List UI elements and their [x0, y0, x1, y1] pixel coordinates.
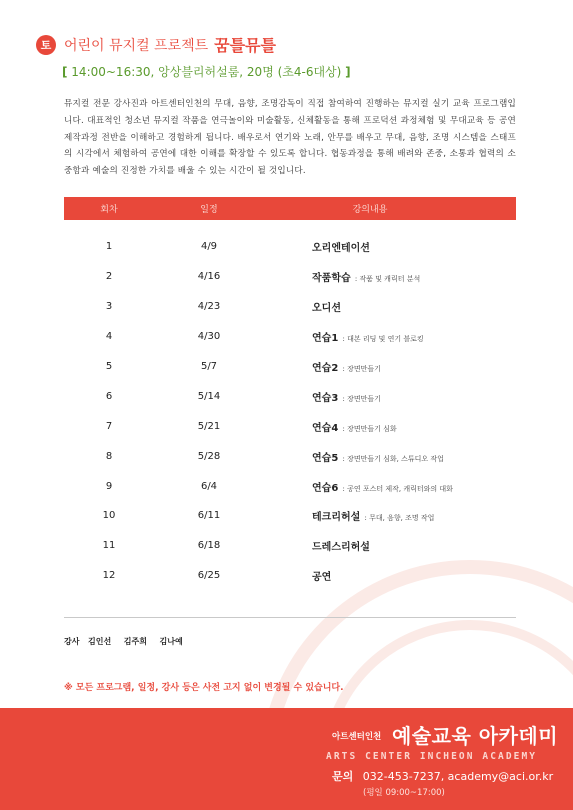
- session-detail: : 대본 리딩 및 연기 블로킹: [340, 335, 424, 344]
- session-detail: : 장면만들기: [340, 365, 381, 373]
- session-number: 3: [105, 301, 113, 313]
- table-row: [64, 232, 516, 262]
- session-content: [264, 389, 516, 404]
- session-content: [264, 329, 516, 344]
- session-topic: 연습4: [312, 422, 339, 434]
- table-row: [64, 471, 516, 501]
- session-info: [62, 63, 351, 80]
- session-date: 6/4: [200, 480, 218, 492]
- session-content: [264, 299, 516, 314]
- session-number: 2: [105, 271, 113, 283]
- session-number: 5: [105, 361, 113, 372]
- org-subname: 아트센터인천: [332, 732, 382, 742]
- table-body: [64, 232, 516, 591]
- instructor-name: 김주희: [123, 637, 147, 646]
- session-number: 7: [105, 420, 113, 432]
- session-info-text: 14:00~16:30, 앙상블리허설룸, 20명 (초4-6대상): [67, 65, 346, 79]
- session-detail: : 장면만들기: [340, 394, 381, 403]
- bracket-close: ]: [345, 65, 351, 79]
- session-topic: 드레스리허설: [312, 542, 370, 554]
- session-date: 4/16: [197, 271, 221, 283]
- session-topic: 작품학습: [312, 273, 351, 285]
- instructor-name: 김인선: [88, 637, 112, 646]
- session-topic: 연습5: [312, 452, 339, 464]
- header-date: 일정: [200, 205, 218, 215]
- session-detail: : 무대, 음향, 조명 작업: [362, 514, 435, 523]
- session-topic: 연습1: [312, 333, 339, 345]
- session-detail: : 장면만들기 심화, 스튜디오 작업: [340, 454, 444, 463]
- bracket-open: [: [62, 65, 68, 79]
- session-topic: 연습6: [312, 482, 339, 494]
- office-hours: (평일 09:00~17:00): [363, 788, 445, 798]
- session-topic: 테크리허설: [312, 512, 361, 524]
- session-topic: 연습3: [312, 392, 339, 404]
- table-row: [64, 352, 516, 382]
- instructors-label: 강사: [64, 637, 80, 646]
- table-row: [64, 322, 516, 352]
- session-topic: 공연: [312, 572, 332, 584]
- session-content: [264, 449, 516, 464]
- session-topic: 오디션: [312, 303, 341, 315]
- title-prefix: 어린이 뮤지컬 프로젝트: [64, 37, 209, 54]
- session-date: 5/14: [197, 390, 221, 402]
- session-detail: : 장면만들기 심화: [340, 424, 397, 433]
- session-number: 10: [102, 510, 116, 522]
- table-row: [64, 262, 516, 292]
- page-header: [36, 33, 276, 56]
- day-badge: 토: [36, 35, 56, 55]
- table-header: [64, 197, 516, 220]
- table-row: [64, 561, 516, 591]
- org-logo-text: 예술교육 아카데미: [392, 724, 559, 748]
- contact-label: 문의: [332, 770, 354, 783]
- session-content: [264, 419, 516, 434]
- session-content: [264, 239, 516, 254]
- session-number: 6: [105, 390, 113, 402]
- table-row: [64, 411, 516, 441]
- session-content: [264, 568, 516, 583]
- session-date: 6/11: [197, 510, 221, 522]
- session-date: 6/25: [197, 570, 221, 582]
- page-title: 꿈틀뮤틀: [214, 36, 276, 55]
- session-topic: 연습2: [312, 363, 339, 374]
- session-number: 9: [105, 480, 113, 492]
- session-content: [264, 359, 516, 374]
- header-content: 강의내용: [352, 205, 388, 215]
- table-row: [64, 441, 516, 471]
- session-content: [264, 479, 516, 494]
- schedule-table: [64, 197, 516, 591]
- divider: [64, 617, 516, 618]
- session-number: 4: [105, 331, 113, 343]
- session-number: 8: [105, 450, 113, 462]
- session-date: 4/9: [200, 241, 218, 253]
- session-detail: : 작품 및 캐릭터 분석: [352, 275, 421, 284]
- session-number: 11: [102, 540, 116, 552]
- contact-value: 032-453-7237, academy@aci.or.kr: [362, 770, 554, 783]
- footer: [0, 708, 573, 810]
- session-content: [264, 538, 516, 553]
- instructors: [64, 636, 193, 647]
- table-row: [64, 292, 516, 322]
- instructor-name: 김나예: [159, 637, 183, 646]
- session-topic: 오리엔테이션: [312, 243, 370, 255]
- session-date: 6/18: [197, 540, 221, 552]
- contact-info: [332, 768, 553, 784]
- org-english-name: ARTS CENTER INCHEON ACADEMY: [326, 751, 538, 762]
- table-row: [64, 381, 516, 411]
- session-date: 5/21: [197, 420, 221, 432]
- change-notice: ※ 모든 프로그램, 일정, 강사 등은 사전 고지 없이 변경될 수 있습니다.: [64, 683, 344, 693]
- table-row: [64, 501, 516, 531]
- session-date: 5/7: [200, 361, 218, 372]
- session-detail: : 공연 포스터 제작, 캐릭터와의 대화: [340, 484, 453, 493]
- session-date: 5/28: [197, 450, 221, 462]
- session-content: [264, 508, 516, 523]
- header-session: 회차: [100, 205, 118, 215]
- table-row: [64, 531, 516, 561]
- session-number: 1: [105, 241, 113, 253]
- program-description: 뮤지컬 전문 강사진과 아트센터인천의 무대, 음향, 조명감독이 직접 참여하여 진행하는 뮤지컬 실기 교육 프로그램입니다. 대표적인 청소년 뮤지컬 작품을 연극놀이와 미술활동, 신체활동을 통해 프로덕션 과정체험 및 무대교육 등 공연 제작과정 전반을 이해하고 경험하게 됩니다. 배우로서 연기와 노래, 안무를 배우고 무대, 음향, 조명 시스템을 스태프의 시각에서 체험하여 공연에 대한 이해를 확장할 수 있도록 합니다. 협동과정을 통해 배려와 존중, 소통과 협력의 소중함과 예술의 진정한 가치를 배울 수 있는 시간이 될 것입니다.: [64, 99, 516, 177]
- session-number: 12: [102, 570, 116, 582]
- session-content: [264, 269, 516, 284]
- session-date: 4/30: [197, 331, 221, 343]
- session-date: 4/23: [197, 301, 221, 313]
